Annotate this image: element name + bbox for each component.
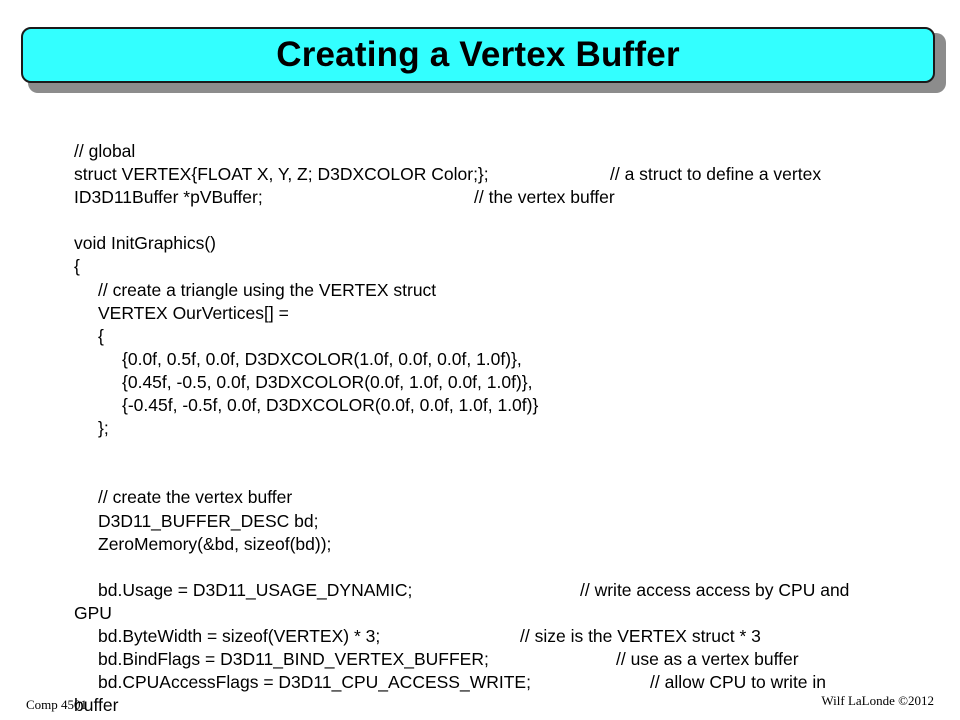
code-comment: // create the vertex buffer: [98, 487, 293, 508]
code-comment: // a struct to define a vertex: [610, 164, 822, 185]
code-comment: // global: [74, 141, 136, 161]
code-line: [74, 186, 924, 209]
code-line: [74, 140, 924, 163]
code-line: [74, 671, 924, 694]
code-comment: buffer: [74, 695, 119, 716]
code-line: [74, 625, 924, 648]
blank-line: [74, 556, 924, 579]
code-text: {: [98, 325, 104, 346]
code-text: VERTEX OurVertices[] =: [98, 302, 289, 323]
code-text: bd.CPUAccessFlags = D3D11_CPU_ACCESS_WRITE;: [98, 672, 531, 693]
code-comment: // allow CPU to write in: [650, 672, 827, 693]
blank-line: [74, 209, 924, 232]
code-line: [74, 533, 924, 556]
code-text: void InitGraphics(): [74, 233, 216, 254]
code-line: [74, 648, 924, 671]
code-line: [74, 417, 924, 440]
code-comment: // the vertex buffer: [474, 187, 615, 208]
code-line: [74, 486, 924, 509]
code-line: [74, 371, 924, 394]
code-text: };: [98, 418, 109, 439]
code-text: struct VERTEX{FLOAT X, Y, Z; D3DXCOLOR Color;};: [74, 164, 489, 185]
footer-course: Comp 4501: [26, 697, 88, 712]
title-banner: [21, 27, 935, 83]
code-line: [74, 255, 924, 278]
code-line: [74, 602, 924, 625]
code-comment: // use as a vertex buffer: [616, 649, 799, 670]
footer-author: Wilf LaLonde ©2012: [821, 693, 934, 708]
code-text: {0.0f, 0.5f, 0.0f, D3DXCOLOR(1.0f, 0.0f, 0.0f, 1.0f)},: [122, 348, 522, 369]
code-text: bd.ByteWidth = sizeof(VERTEX) * 3;: [98, 625, 381, 646]
code-line: [74, 232, 924, 255]
code-text: bd.BindFlags = D3D11_BIND_VERTEX_BUFFER;: [98, 649, 489, 670]
blank-line: [74, 440, 924, 463]
code-text: {0.45f, -0.5, 0.0f, D3DXCOLOR(0.0f, 1.0f, 0.0f, 1.0f)},: [122, 371, 533, 392]
code-line: [74, 163, 924, 186]
code-comment: // size is the VERTEX struct * 3: [520, 625, 761, 646]
code-text: ZeroMemory(&bd, sizeof(bd));: [98, 533, 332, 554]
code-text: {: [74, 256, 80, 277]
code-block: [74, 140, 924, 717]
code-comment: // write access access by CPU and: [580, 579, 850, 600]
code-line: [74, 302, 924, 325]
code-line: [74, 348, 924, 371]
code-text: bd.Usage = D3D11_USAGE_DYNAMIC;: [98, 579, 413, 600]
code-text: ID3D11Buffer *pVBuffer;: [74, 187, 263, 208]
code-comment: GPU: [74, 602, 112, 623]
slide-title: Creating a Vertex Buffer: [276, 35, 680, 74]
code-line: [74, 579, 924, 602]
code-line: [74, 279, 924, 302]
code-comment: // create a triangle using the VERTEX struct: [98, 279, 437, 300]
code-line: [74, 394, 924, 417]
code-line: [74, 694, 924, 717]
code-text: {-0.45f, -0.5f, 0.0f, D3DXCOLOR(0.0f, 0.0f, 1.0f, 1.0f)}: [122, 395, 539, 416]
code-line: [74, 510, 924, 533]
code-line: [74, 325, 924, 348]
code-text: D3D11_BUFFER_DESC bd;: [98, 510, 319, 531]
blank-line: [74, 463, 924, 486]
